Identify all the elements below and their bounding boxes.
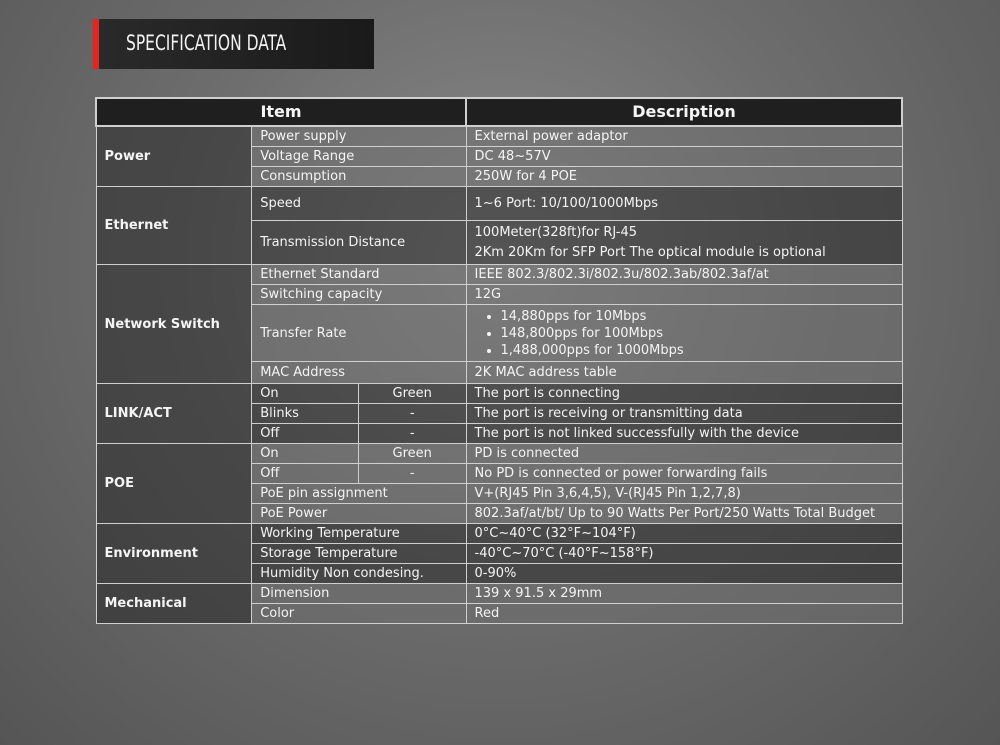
item-cell: On xyxy=(252,384,359,404)
desc-cell: PD is connected xyxy=(466,444,902,464)
table-header-row xyxy=(96,98,902,126)
item-cell: Color xyxy=(252,604,466,624)
desc-cell: V+(RJ45 Pin 3,6,4,5), V-(RJ45 Pin 1,2,7,8) xyxy=(466,484,902,504)
item-cell: Storage Temperature xyxy=(252,544,466,564)
header-item: Item xyxy=(96,98,466,126)
desc-cell: IEEE 802.3/802.3i/802.3u/802.3ab/802.3af/at xyxy=(466,265,902,285)
desc-cell: The port is connecting xyxy=(466,384,902,404)
category-poe: POE xyxy=(96,444,252,524)
desc-cell xyxy=(466,305,902,362)
list-item: • 148,800pps for 100Mbps xyxy=(501,325,894,342)
sub-cell: - xyxy=(358,424,466,444)
title-banner xyxy=(93,19,374,69)
item-cell: Transfer Rate xyxy=(252,305,466,362)
desc-cell: External power adaptor xyxy=(466,126,902,147)
table-row xyxy=(96,524,902,544)
item-cell: Off xyxy=(252,424,359,444)
list-item: • 1,488,000pps for 1000Mbps xyxy=(501,342,894,359)
desc-line: 2Km 20Km for SFP Port The optical module is optional xyxy=(474,244,826,260)
header-description: Description xyxy=(466,98,902,126)
desc-cell: The port is receiving or transmitting data xyxy=(466,404,902,424)
item-cell: Dimension xyxy=(252,584,466,604)
category-environment: Environment xyxy=(96,524,252,584)
desc-cell: 1~6 Port: 10/100/1000Mbps xyxy=(466,187,902,221)
sub-cell: Green xyxy=(358,384,466,404)
item-cell: PoE Power xyxy=(252,504,466,524)
table-row xyxy=(96,265,902,285)
desc-cell: 250W for 4 POE xyxy=(466,167,902,187)
desc-cell: 139 x 91.5 x 29mm xyxy=(466,584,902,604)
category-network-switch: Network Switch xyxy=(96,265,252,384)
item-cell: Speed xyxy=(252,187,466,221)
desc-line: 100Meter(328ft)for RJ-45 xyxy=(474,224,638,240)
item-cell: On xyxy=(252,444,359,464)
table-row xyxy=(96,126,902,147)
table-row xyxy=(96,187,902,221)
desc-cell: 802.3af/at/bt/ Up to 90 Watts Per Port/250 Watts Total Budget xyxy=(466,504,902,524)
title-accent-bar xyxy=(93,19,99,69)
specification-table xyxy=(95,97,903,624)
desc-cell: -40°C~70°C (-40°F~158°F) xyxy=(466,544,902,564)
desc-cell: 12G xyxy=(466,285,902,305)
table-row xyxy=(96,584,902,604)
desc-cell: No PD is connected or power forwarding fails xyxy=(466,464,902,484)
sub-cell: Green xyxy=(358,444,466,464)
item-cell: Off xyxy=(252,464,359,484)
category-power: Power xyxy=(96,126,252,187)
item-cell: Working Temperature xyxy=(252,524,466,544)
desc-cell xyxy=(466,221,902,265)
list-item: • 14,880pps for 10Mbps xyxy=(501,308,894,325)
category-link-act: LINK/ACT xyxy=(96,384,252,444)
sub-cell: - xyxy=(358,404,466,424)
desc-cell: DC 48~57V xyxy=(466,147,902,167)
desc-cell: Red xyxy=(466,604,902,624)
item-cell: MAC Address xyxy=(252,362,466,384)
transfer-rate-list xyxy=(475,308,894,359)
item-cell: Ethernet Standard xyxy=(252,265,466,285)
item-cell: Blinks xyxy=(252,404,359,424)
item-cell: Humidity Non condesing. xyxy=(252,564,466,584)
item-cell: PoE pin assignment xyxy=(252,484,466,504)
desc-cell: 2K MAC address table xyxy=(466,362,902,384)
table-row xyxy=(96,384,902,404)
desc-cell: 0-90% xyxy=(466,564,902,584)
table-row xyxy=(96,444,902,464)
page-title: SPECIFICATION DATA xyxy=(126,31,287,55)
category-mechanical: Mechanical xyxy=(96,584,252,624)
category-ethernet: Ethernet xyxy=(96,187,252,265)
item-cell: Voltage Range xyxy=(252,147,466,167)
item-cell: Switching capacity xyxy=(252,285,466,305)
item-cell: Consumption xyxy=(252,167,466,187)
desc-cell: The port is not linked successfully with the device xyxy=(466,424,902,444)
item-cell: Transmission Distance xyxy=(252,221,466,265)
desc-cell: 0°C~40°C (32°F~104°F) xyxy=(466,524,902,544)
sub-cell: - xyxy=(358,464,466,484)
item-cell: Power supply xyxy=(252,126,466,147)
